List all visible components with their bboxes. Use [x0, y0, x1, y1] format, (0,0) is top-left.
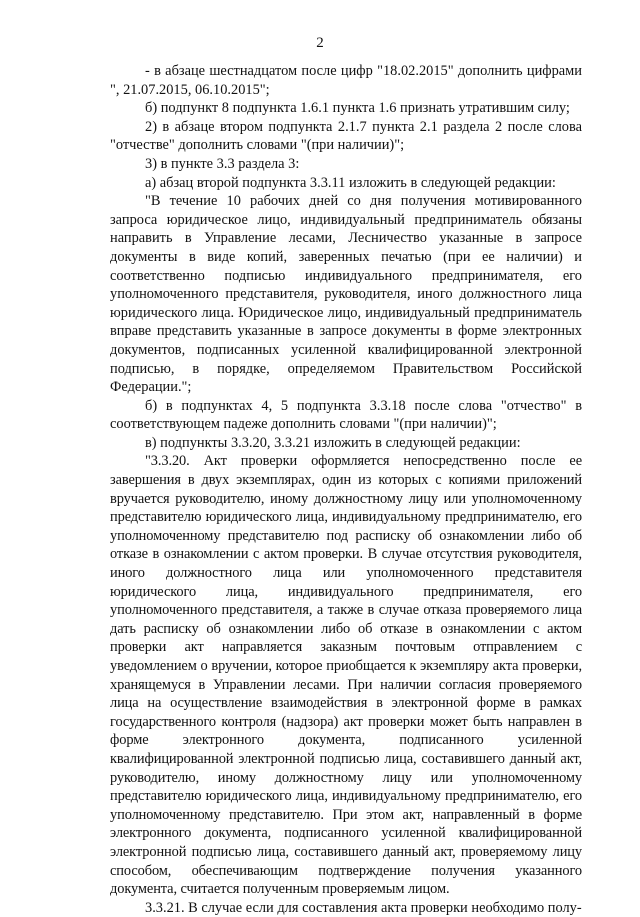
paragraph-6: "В течение 10 рабочих дней со дня получения мотивированного запроса юридическое лицо, индивидуальный предприниматель обязаны направить в Управление лесами, Лесничество указанные в запросе документы в виде копий, заверенных печатью (при ее наличии) и соответственно подписью индивидуального предпринимателя, его уполномоченного представителя, руководителя, иного должностного лица юридического лица. Юридическое лицо, индивидуальный предприниматель вправе представить указанные в запросе документы в форме электронных документов, подписанных усиленной квалифицированной электронной подписью, в порядке, определяемом Правительством Российской Федерации.";: [110, 193, 582, 396]
paragraph-3: 2) в абзаце втором подпункта 2.1.7 пункта 2.1 раздела 2 после слова "отчестве" дополнить словами "(при наличии)";: [110, 118, 582, 154]
paragraph-8: в) подпункты 3.3.20, 3.3.21 изложить в следующей редакции:: [145, 434, 521, 451]
paragraph-7: б) в подпунктах 4, 5 подпункта 3.3.18 после слова "отчество" в соответствующем падеже дополнить словами "(при наличии)";: [110, 397, 582, 433]
paragraph-2: б) подпункт 8 подпункта 1.6.1 пункта 1.6 признать утратившим силу;: [145, 100, 570, 117]
paragraph-10: 3.3.21. В случае если для составления акта проверки необходимо полу-: [145, 899, 582, 916]
paragraph-9: "3.3.20. Акт проверки оформляется непосредственно после ее завершения в двух экземплярах, один из которых с копиями приложений вручается руководителю, иному должностному лицу или уполномоченному представителю юридического лица, индивидуальному предпринимателю, его уполномоченному представителю под расписку об ознакомлении либо об отказе в ознакомлении с актом проверки. В случае отсутствия руководителя, иного должностного лица или уполномоченного представителя юридического лица, индивидуального предпринимателя, его уполномоченного представителя, а также в случае отказа проверяемого лица дать расписку об ознакомлении либо об отказе в ознакомлении с актом проверки акт направляется заказным почтовым отправлением с уведомлением о вручении, которое приобщается к экземпляру акта проверки, хранящемуся в Управлении лесами. При наличии согласия проверяемого лица на осуществление взаимодействия в электронной форме в рамках государственного контроля (надзора) акт проверки может быть направлен в форме электронного документа, подписанного усиленной квалифицированной электронной подписью лица, составившего данный акт, руководителю, иному должностному лицу или уполномоченному представителю юридического лица, индивидуальному предпринимателю, его уполномоченному представителю. При этом акт, направленный в форме электронного документа, подписанного усиленной квалифицированной электронной подписью лица, составившего данный акт, проверяемому лицу способом, обеспечивающим подтверждение получения указанного документа, считается полученным проверяемым лицом.: [110, 453, 582, 898]
paragraph-1: - в абзаце шестнадцатом после цифр "18.02.2015" дополнить цифрами ", 21.07.2015, 06.10.2015";: [110, 63, 582, 98]
paragraph-5: а) абзац второй подпункта 3.3.11 изложить в следующей редакции:: [145, 174, 556, 191]
document-body: [110, 62, 582, 917]
page-number: 2: [316, 35, 324, 51]
paragraph-4: 3) в пункте 3.3 раздела 3:: [145, 155, 300, 172]
